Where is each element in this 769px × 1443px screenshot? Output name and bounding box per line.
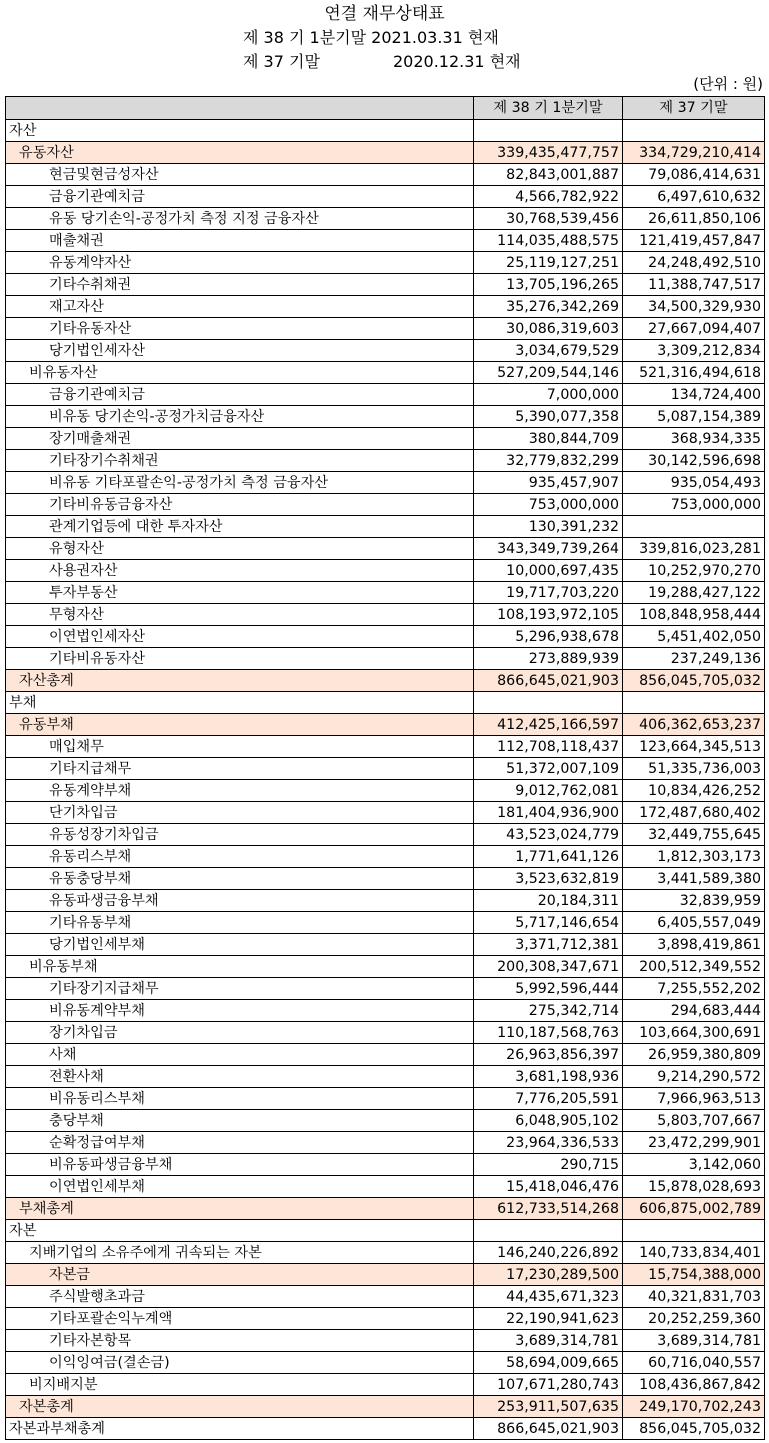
current-period-value	[474, 692, 623, 714]
account-name: 기타유동부채	[6, 912, 474, 934]
prior-period-value: 368,934,335	[623, 428, 765, 450]
account-name: 유동파생금융부채	[6, 890, 474, 912]
current-period-value: 6,048,905,102	[474, 1110, 623, 1132]
account-name: 지배기업의 소유주에게 귀속되는 자본	[6, 1242, 474, 1264]
account-name: 사용권자산	[6, 560, 474, 582]
current-period-value: 44,435,671,323	[474, 1286, 623, 1308]
account-name: 재고자산	[6, 296, 474, 318]
prior-period-value: 60,716,040,557	[623, 1352, 765, 1374]
prior-period-value: 753,000,000	[623, 494, 765, 516]
current-period-value: 866,645,021,903	[474, 1418, 623, 1440]
table-row	[6, 340, 765, 362]
prior-period-value: 339,816,023,281	[623, 538, 765, 560]
current-period-value: 110,187,568,763	[474, 1022, 623, 1044]
account-name: 비유동파생금융부채	[6, 1154, 474, 1176]
prior-period-value	[623, 516, 765, 538]
prior-period-value: 15,754,388,000	[623, 1264, 765, 1286]
current-period-value: 23,964,336,533	[474, 1132, 623, 1154]
prior-period-value: 9,214,290,572	[623, 1066, 765, 1088]
period-prior-date: 2020.12.31 현재	[393, 52, 521, 71]
table-row	[6, 1110, 765, 1132]
table-row	[6, 296, 765, 318]
table-row	[6, 1418, 765, 1440]
report-title: 연결 재무상태표	[324, 4, 445, 24]
current-period-value: 3,371,712,381	[474, 934, 623, 956]
prior-period-value: 5,803,707,667	[623, 1110, 765, 1132]
account-name: 기타장기수취채권	[6, 450, 474, 472]
current-period-value: 3,681,198,936	[474, 1066, 623, 1088]
prior-period-value: 521,316,494,618	[623, 362, 765, 384]
header-prior-period: 제 37 기말	[623, 97, 765, 120]
current-period-value: 5,296,938,678	[474, 626, 623, 648]
prior-period-value: 7,966,963,513	[623, 1088, 765, 1110]
prior-period-value: 5,087,154,389	[623, 406, 765, 428]
table-row	[6, 494, 765, 516]
table-row	[6, 1308, 765, 1330]
account-name: 매입채무	[6, 736, 474, 758]
table-row	[6, 714, 765, 736]
current-period-value: 22,190,941,623	[474, 1308, 623, 1330]
prior-period-value: 34,500,329,930	[623, 296, 765, 318]
current-period-value: 181,404,936,900	[474, 802, 623, 824]
current-period-value: 146,240,226,892	[474, 1242, 623, 1264]
current-period-value: 19,717,703,220	[474, 582, 623, 604]
current-period-value: 35,276,342,269	[474, 296, 623, 318]
current-period-value: 108,193,972,105	[474, 604, 623, 626]
prior-period-value: 856,045,705,032	[623, 1418, 765, 1440]
account-name: 현금및현금성자산	[6, 164, 474, 186]
header-account	[6, 97, 474, 120]
current-period-value: 866,645,021,903	[474, 670, 623, 692]
current-period-value: 15,418,046,476	[474, 1176, 623, 1198]
current-period-value: 3,523,632,819	[474, 868, 623, 890]
table-row	[6, 1154, 765, 1176]
account-name: 부채총계	[6, 1198, 474, 1220]
prior-period-value: 32,839,959	[623, 890, 765, 912]
current-period-value: 20,184,311	[474, 890, 623, 912]
table-row	[6, 604, 765, 626]
table-row	[6, 516, 765, 538]
table-row	[6, 1198, 765, 1220]
table-row	[6, 318, 765, 340]
account-name: 유동 당기손익-공정가치 측정 지정 금융자산	[6, 208, 474, 230]
account-name: 유동계약자산	[6, 252, 474, 274]
account-name: 투자부동산	[6, 582, 474, 604]
prior-period-value: 79,086,414,631	[623, 164, 765, 186]
table-row	[6, 780, 765, 802]
prior-period-value: 108,436,867,842	[623, 1374, 765, 1396]
prior-period-value: 26,611,850,106	[623, 208, 765, 230]
current-period-value: 9,012,762,081	[474, 780, 623, 802]
account-name: 충당부채	[6, 1110, 474, 1132]
current-period-value: 107,671,280,743	[474, 1374, 623, 1396]
prior-period-value: 249,170,702,243	[623, 1396, 765, 1418]
current-period-value: 30,086,319,603	[474, 318, 623, 340]
prior-period-value: 23,472,299,901	[623, 1132, 765, 1154]
account-name: 기타비유동금융자산	[6, 494, 474, 516]
prior-period-value: 935,054,493	[623, 472, 765, 494]
current-period-value: 1,771,641,126	[474, 846, 623, 868]
account-name: 순확정급여부채	[6, 1132, 474, 1154]
current-period-value: 130,391,232	[474, 516, 623, 538]
current-period-value: 7,776,205,591	[474, 1088, 623, 1110]
table-row	[6, 934, 765, 956]
current-period-value: 3,689,314,781	[474, 1330, 623, 1352]
account-name: 이연법인세부채	[6, 1176, 474, 1198]
current-period-value: 51,372,007,109	[474, 758, 623, 780]
current-period-value: 10,000,697,435	[474, 560, 623, 582]
table-row	[6, 1242, 765, 1264]
account-name: 비지배지분	[6, 1374, 474, 1396]
current-period-value: 5,992,596,444	[474, 978, 623, 1000]
period-prior-label: 제 37 기말	[243, 52, 320, 71]
table-row	[6, 252, 765, 274]
prior-period-value: 10,834,426,252	[623, 780, 765, 802]
table-row	[6, 1088, 765, 1110]
prior-period-value: 15,878,028,693	[623, 1176, 765, 1198]
prior-period-value: 3,309,212,834	[623, 340, 765, 362]
prior-period-value: 3,441,589,380	[623, 868, 765, 890]
current-period-value: 412,425,166,597	[474, 714, 623, 736]
account-name: 비유동자산	[6, 362, 474, 384]
prior-period-value: 24,248,492,510	[623, 252, 765, 274]
unit-label: (단위 : 원)	[693, 75, 763, 93]
table-row	[6, 758, 765, 780]
account-name: 자본과부채총계	[6, 1418, 474, 1440]
account-name: 장기차입금	[6, 1022, 474, 1044]
table-row	[6, 1286, 765, 1308]
account-name: 자산총계	[6, 670, 474, 692]
account-name: 관계기업등에 대한 투자자산	[6, 516, 474, 538]
current-period-value: 32,779,832,299	[474, 450, 623, 472]
prior-period-value: 7,255,552,202	[623, 978, 765, 1000]
prior-period-value: 30,142,596,698	[623, 450, 765, 472]
table-row	[6, 142, 765, 164]
current-period-value: 3,034,679,529	[474, 340, 623, 362]
table-row	[6, 582, 765, 604]
current-period-value: 114,035,488,575	[474, 230, 623, 252]
table-row	[6, 1176, 765, 1198]
current-period-value: 4,566,782,922	[474, 186, 623, 208]
table-row	[6, 186, 765, 208]
prior-period-value: 20,252,259,360	[623, 1308, 765, 1330]
prior-period-value: 237,249,136	[623, 648, 765, 670]
account-name: 유동부채	[6, 714, 474, 736]
prior-period-value	[623, 1220, 765, 1242]
prior-period-value: 3,689,314,781	[623, 1330, 765, 1352]
current-period-value: 7,000,000	[474, 384, 623, 406]
account-name: 이익잉여금(결손금)	[6, 1352, 474, 1374]
current-period-value: 30,768,539,456	[474, 208, 623, 230]
current-period-value: 339,435,477,757	[474, 142, 623, 164]
current-period-value: 290,715	[474, 1154, 623, 1176]
table-row	[6, 1352, 765, 1374]
account-name: 유동자산	[6, 142, 474, 164]
current-period-value: 58,694,009,665	[474, 1352, 623, 1374]
current-period-value: 5,390,077,358	[474, 406, 623, 428]
account-name: 비유동리스부채	[6, 1088, 474, 1110]
table-row	[6, 670, 765, 692]
account-name: 유동리스부채	[6, 846, 474, 868]
header-current-period: 제 38 기 1분기말	[474, 97, 623, 120]
period-current: 제 38 기 1분기말 2021.03.31 현재	[243, 28, 499, 47]
current-period-value: 43,523,024,779	[474, 824, 623, 846]
prior-period-value: 123,664,345,513	[623, 736, 765, 758]
table-row	[6, 692, 765, 714]
table-row	[6, 208, 765, 230]
table-row	[6, 230, 765, 252]
account-name: 주식발행초과금	[6, 1286, 474, 1308]
table-row	[6, 978, 765, 1000]
prior-period-value: 856,045,705,032	[623, 670, 765, 692]
current-period-value: 273,889,939	[474, 648, 623, 670]
account-name: 유동계약부채	[6, 780, 474, 802]
prior-period-value: 606,875,002,789	[623, 1198, 765, 1220]
prior-period-value: 27,667,094,407	[623, 318, 765, 340]
table-row	[6, 956, 765, 978]
table-row	[6, 1396, 765, 1418]
current-period-value: 253,911,507,635	[474, 1396, 623, 1418]
table-row	[6, 824, 765, 846]
account-name: 금융기관예치금	[6, 384, 474, 406]
table-body	[6, 120, 765, 1440]
current-period-value: 82,843,001,887	[474, 164, 623, 186]
current-period-value: 343,349,739,264	[474, 538, 623, 560]
account-name: 기타포괄손익누계액	[6, 1308, 474, 1330]
prior-period-value: 5,451,402,050	[623, 626, 765, 648]
table-row	[6, 538, 765, 560]
account-name: 기타비유동자산	[6, 648, 474, 670]
prior-period-value: 121,419,457,847	[623, 230, 765, 252]
table-row	[6, 472, 765, 494]
table-row	[6, 120, 765, 142]
account-name: 기타장기지급채무	[6, 978, 474, 1000]
current-period-value: 527,209,544,146	[474, 362, 623, 384]
current-period-value: 13,705,196,265	[474, 274, 623, 296]
account-name: 기타지급채무	[6, 758, 474, 780]
prior-period-value: 108,848,958,444	[623, 604, 765, 626]
prior-period-value: 6,497,610,632	[623, 186, 765, 208]
table-row	[6, 1132, 765, 1154]
account-name: 장기매출채권	[6, 428, 474, 450]
prior-period-value: 103,664,300,691	[623, 1022, 765, 1044]
table-row	[6, 736, 765, 758]
current-period-value: 112,708,118,437	[474, 736, 623, 758]
account-name: 단기차입금	[6, 802, 474, 824]
account-name: 유형자산	[6, 538, 474, 560]
prior-period-value: 19,288,427,122	[623, 582, 765, 604]
table-row	[6, 1066, 765, 1088]
current-period-value: 275,342,714	[474, 1000, 623, 1022]
table-row	[6, 274, 765, 296]
prior-period-value	[623, 692, 765, 714]
table-row	[6, 1374, 765, 1396]
current-period-value: 753,000,000	[474, 494, 623, 516]
account-name: 기타유동자산	[6, 318, 474, 340]
table-row	[6, 406, 765, 428]
current-period-value: 380,844,709	[474, 428, 623, 450]
table-header-row	[6, 97, 765, 120]
account-name: 무형자산	[6, 604, 474, 626]
table-row	[6, 1022, 765, 1044]
account-name: 비유동 기타포괄손익-공정가치 측정 금융자산	[6, 472, 474, 494]
table-row	[6, 626, 765, 648]
current-period-value: 17,230,289,500	[474, 1264, 623, 1286]
prior-period-value: 334,729,210,414	[623, 142, 765, 164]
prior-period-value: 40,321,831,703	[623, 1286, 765, 1308]
account-name: 부채	[6, 692, 474, 714]
table-row	[6, 648, 765, 670]
account-name: 당기법인세부채	[6, 934, 474, 956]
table-row	[6, 1330, 765, 1352]
table-row	[6, 1000, 765, 1022]
account-name: 기타수취채권	[6, 274, 474, 296]
current-period-value	[474, 120, 623, 142]
prior-period-value: 1,812,303,173	[623, 846, 765, 868]
account-name: 매출채권	[6, 230, 474, 252]
table-row	[6, 868, 765, 890]
account-name: 자본금	[6, 1264, 474, 1286]
current-period-value: 26,963,856,397	[474, 1044, 623, 1066]
prior-period-value: 294,683,444	[623, 1000, 765, 1022]
table-row	[6, 802, 765, 824]
account-name: 자산	[6, 120, 474, 142]
table-row	[6, 1220, 765, 1242]
prior-period-value: 11,388,747,517	[623, 274, 765, 296]
current-period-value	[474, 1220, 623, 1242]
prior-period-value: 140,733,834,401	[623, 1242, 765, 1264]
prior-period-value: 172,487,680,402	[623, 802, 765, 824]
current-period-value: 5,717,146,654	[474, 912, 623, 934]
prior-period-value: 51,335,736,003	[623, 758, 765, 780]
current-period-value: 200,308,347,671	[474, 956, 623, 978]
account-name: 당기법인세자산	[6, 340, 474, 362]
account-name: 비유동계약부채	[6, 1000, 474, 1022]
current-period-value: 25,119,127,251	[474, 252, 623, 274]
account-name: 유동성장기차입금	[6, 824, 474, 846]
account-name: 유동충당부채	[6, 868, 474, 890]
current-period-value: 612,733,514,268	[474, 1198, 623, 1220]
prior-period-value	[623, 120, 765, 142]
account-name: 기타자본항목	[6, 1330, 474, 1352]
account-name: 사채	[6, 1044, 474, 1066]
table-row	[6, 164, 765, 186]
account-name: 자본	[6, 1220, 474, 1242]
account-name: 전환사채	[6, 1066, 474, 1088]
table-row	[6, 912, 765, 934]
table-row	[6, 384, 765, 406]
prior-period-value: 200,512,349,552	[623, 956, 765, 978]
account-name: 비유동 당기손익-공정가치금융자산	[6, 406, 474, 428]
balance-sheet-table	[5, 96, 765, 1440]
table-row	[6, 450, 765, 472]
table-row	[6, 428, 765, 450]
table-row	[6, 362, 765, 384]
prior-period-value: 406,362,653,237	[623, 714, 765, 736]
table-row	[6, 846, 765, 868]
prior-period-value: 134,724,400	[623, 384, 765, 406]
prior-period-value: 3,142,060	[623, 1154, 765, 1176]
account-name: 금융기관예치금	[6, 186, 474, 208]
account-name: 자본총계	[6, 1396, 474, 1418]
table-row	[6, 1044, 765, 1066]
table-row	[6, 560, 765, 582]
account-name: 비유동부채	[6, 956, 474, 978]
prior-period-value: 26,959,380,809	[623, 1044, 765, 1066]
current-period-value: 935,457,907	[474, 472, 623, 494]
prior-period-value: 3,898,419,861	[623, 934, 765, 956]
table-row	[6, 1264, 765, 1286]
account-name: 이연법인세자산	[6, 626, 474, 648]
prior-period-value: 10,252,970,270	[623, 560, 765, 582]
table-row	[6, 890, 765, 912]
prior-period-value: 32,449,755,645	[623, 824, 765, 846]
prior-period-value: 6,405,557,049	[623, 912, 765, 934]
